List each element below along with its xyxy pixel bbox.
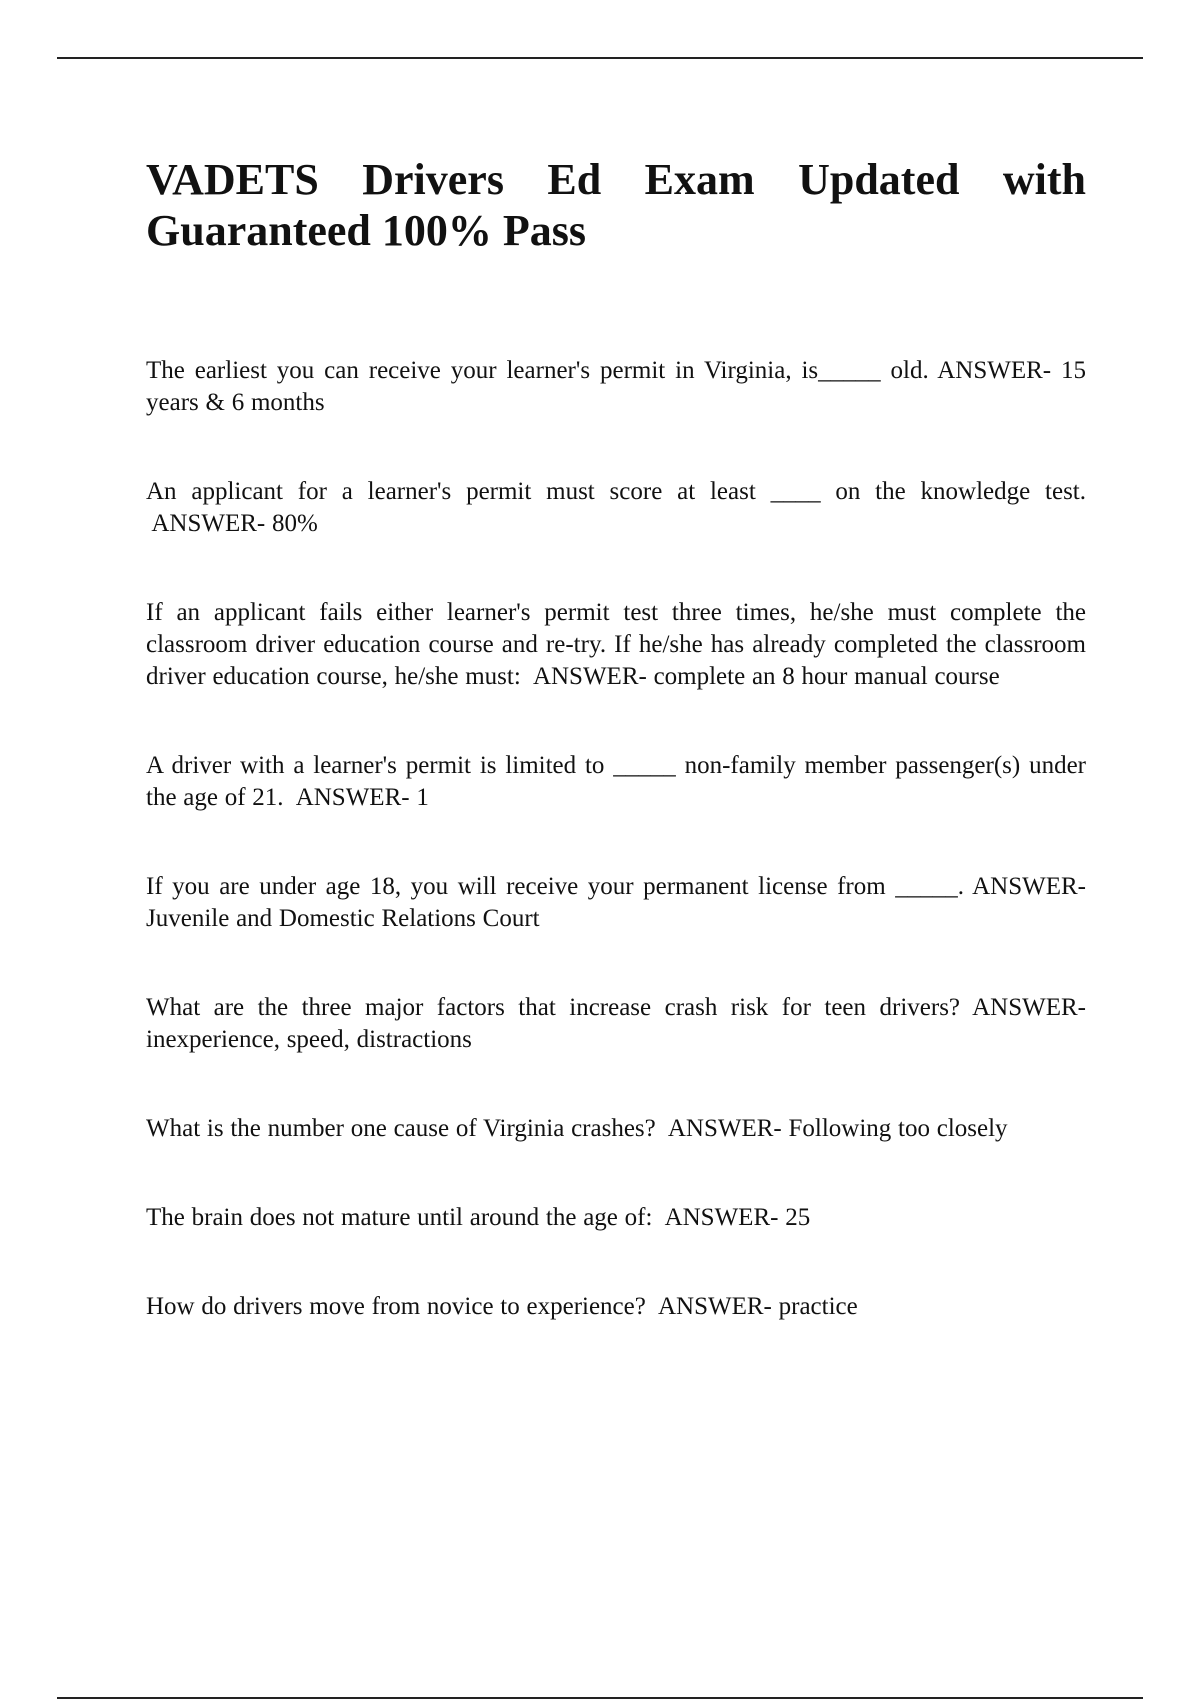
answer-text: ANSWER- 15 years & 6 months [146, 357, 1086, 416]
answer-text: ANSWER- 25 [664, 1204, 811, 1231]
qa-item [146, 750, 1086, 814]
qa-item [146, 1113, 1086, 1145]
answer-text: ANSWER- Following too closely [667, 1115, 1008, 1142]
qa-list [146, 355, 1086, 1323]
document-body [146, 154, 1086, 1380]
question-text: What are the three major factors that increase crash risk for teen drivers? [146, 994, 961, 1021]
qa-item [146, 1291, 1086, 1323]
document-title: VADETS Drivers Ed Exam Updated with Guaranteed 100% Pass [146, 155, 1086, 255]
answer-text: ANSWER- Juvenile and Domestic Relations Court [146, 873, 1087, 932]
answer-text: ANSWER- complete an 8 hour manual course [532, 663, 1000, 690]
question-text: The brain does not mature until around the age of: [146, 1204, 653, 1231]
qa-item [146, 992, 1086, 1056]
answer-text: ANSWER- practice [657, 1293, 858, 1320]
answer-text: ANSWER- 80% [151, 510, 318, 537]
answer-text: ANSWER- inexperience, speed, distractions [146, 994, 1086, 1053]
question-text: How do drivers move from novice to experience? [146, 1293, 646, 1320]
qa-item [146, 355, 1086, 419]
qa-item [146, 1202, 1086, 1234]
question-text: A driver with a learner's permit is limited to _____ non-family member passenger(s) under the age of 21. [146, 752, 1086, 811]
qa-item [146, 476, 1086, 540]
footer-rule [57, 1697, 1143, 1699]
qa-item [146, 871, 1086, 935]
question-text: What is the number one cause of Virginia crashes? [146, 1115, 656, 1142]
question-text: If you are under age 18, you will receive your permanent license from _____. [146, 873, 964, 900]
answer-text: ANSWER- 1 [295, 784, 429, 811]
header-rule [57, 57, 1143, 59]
question-text: The earliest you can receive your learner's permit in Virginia, is_____ old. [146, 357, 929, 384]
question-text: An applicant for a learner's permit must score at least ____ on the knowledge test. [146, 478, 1086, 505]
question-text: If an applicant fails either learner's permit test three times, he/she must complete the classroom driver education course and re-try. If he/she has already completed the classroom driver education course, he/she must: [146, 599, 1086, 690]
qa-item [146, 597, 1086, 693]
